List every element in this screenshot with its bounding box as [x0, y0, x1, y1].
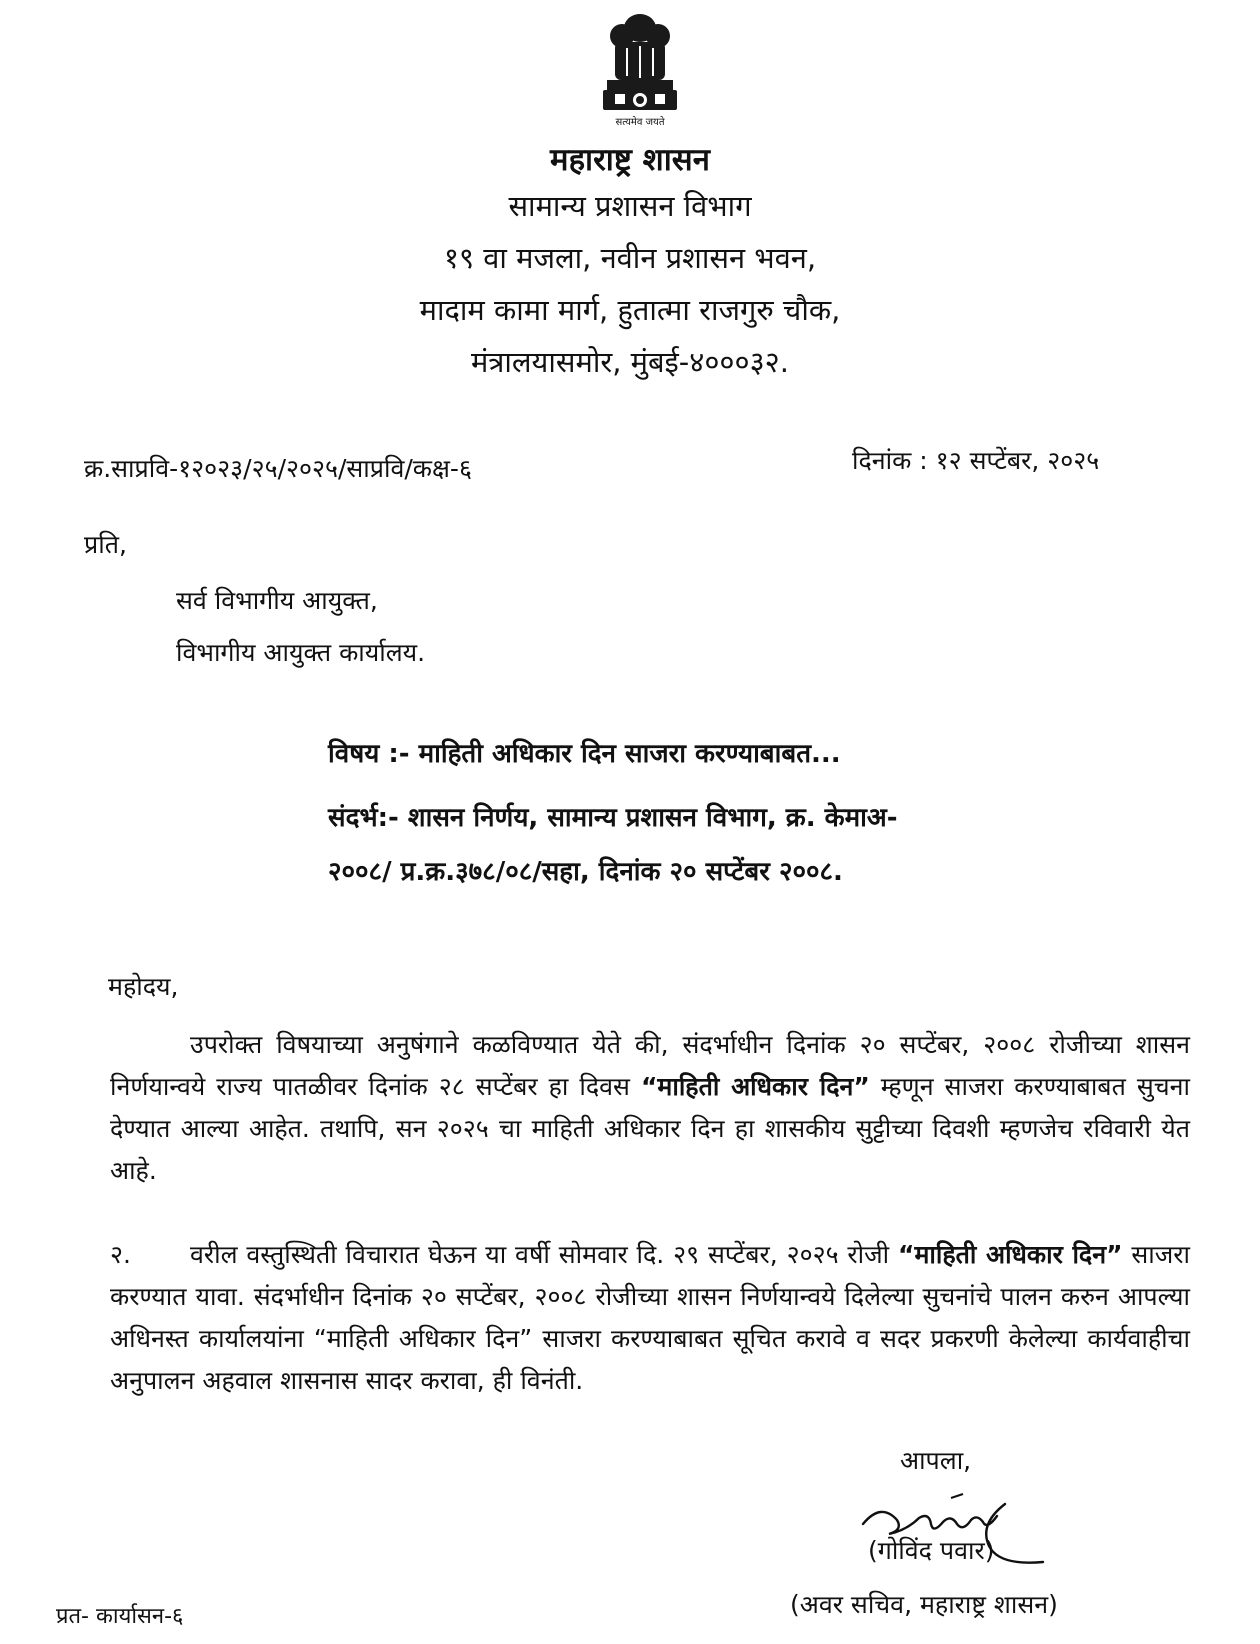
emblem-caption: सत्यमेव जयते [615, 117, 665, 128]
recipient-line-1: सर्व विभागीय आयुक्त, [176, 586, 378, 615]
copy-to: प्रत- कार्यासन-६ [56, 1604, 184, 1629]
address-line-2: मादाम कामा मार्ग, हुतात्मा राजगुरु चौक, [419, 293, 841, 327]
reference-line-2: २००८/ प्र.क्र.३७८/०८/सहा, दिनांक २० सप्टेंबर २००८. [328, 857, 843, 887]
body-paragraph-2 [110, 1234, 1190, 1402]
closing: आपला, [900, 1446, 972, 1475]
address-line-3: मंत्रालयासमोर, मुंबई-४०००३२. [471, 345, 789, 379]
paragraph-2-text-a: वरील वस्तुस्थिती विचारात घेऊन या वर्षी सोमवार दि. २९ सप्टेंबर, २०२५ रोजी [190, 1240, 899, 1269]
government-title: महाराष्ट्र शासन [550, 142, 710, 178]
department-name: सामान्य प्रशासन विभाग [508, 189, 752, 223]
to-label: प्रति, [84, 530, 127, 559]
address-line-1: १९ वा मजला, नवीन प्रशासन भवन, [443, 241, 817, 275]
recipient-line-2: विभागीय आयुक्त कार्यालय. [176, 638, 426, 667]
paragraph-2-number: २. [110, 1240, 131, 1269]
signatory-name: (गोविंद पवार) [868, 1536, 995, 1565]
letter-date: दिनांक : १२ सप्टेंबर, २०२५ [852, 446, 1100, 475]
paragraph-1-text-b: म्हणून साजरा करण्याबाबत सुचना देण्यात आल्या आहेत. तथापि, सन २०२५ चा माहिती अधिकार दिन हा शासकीय सुट्टीच्या दिवशी म्हणजेच रविवारी येत आहे. [110, 1072, 1190, 1185]
paragraph-2-bold: “माहिती अधिकार दिन” [898, 1240, 1123, 1269]
reference-number: क्र.साप्रवि-१२०२३/२५/२०२५/साप्रवि/कक्ष-६ [84, 454, 472, 483]
subject-line: विषय :- माहिती अधिकार दिन साजरा करण्याबाबत... [328, 739, 841, 769]
paragraph-1-text-a: उपरोक्त विषयाच्या अनुषंगाने कळविण्यात येते की, संदर्भाधीन दिनांक २० सप्टेंबर, २००८ रोजीच्या शासन निर्णयान्वये राज्य पातळीवर दिनांक २८ सप्टेंबर हा दिवस [110, 1030, 1190, 1101]
body-paragraph-1 [110, 1024, 1190, 1192]
paragraph-2-text-b: साजरा करण्यात यावा. संदर्भाधीन दिनांक २० सप्टेंबर, २००८ रोजीच्या शासन निर्णयान्वये दिलेल्या सुचनांचे पालन करुन आपल्या अधिनस्त कार्यालयांना “माहिती अधिकार दिन” साजरा करण्याबाबत सूचित करावे व सदर प्रकरणी केलेल्या कार्यवाहीचा अनुपालन अहवाल शासनास सादर करावा, ही विनंती. [110, 1240, 1191, 1395]
salutation: महोदय, [108, 972, 179, 1001]
paragraph-1-bold: “माहिती अधिकार दिन” [640, 1072, 870, 1101]
signatory-designation: (अवर सचिव, महाराष्ट्र शासन) [790, 1590, 1058, 1619]
reference-line-1: संदर्भ:- शासन निर्णय, सामान्य प्रशासन विभाग, क्र. केमाअ- [328, 803, 898, 833]
